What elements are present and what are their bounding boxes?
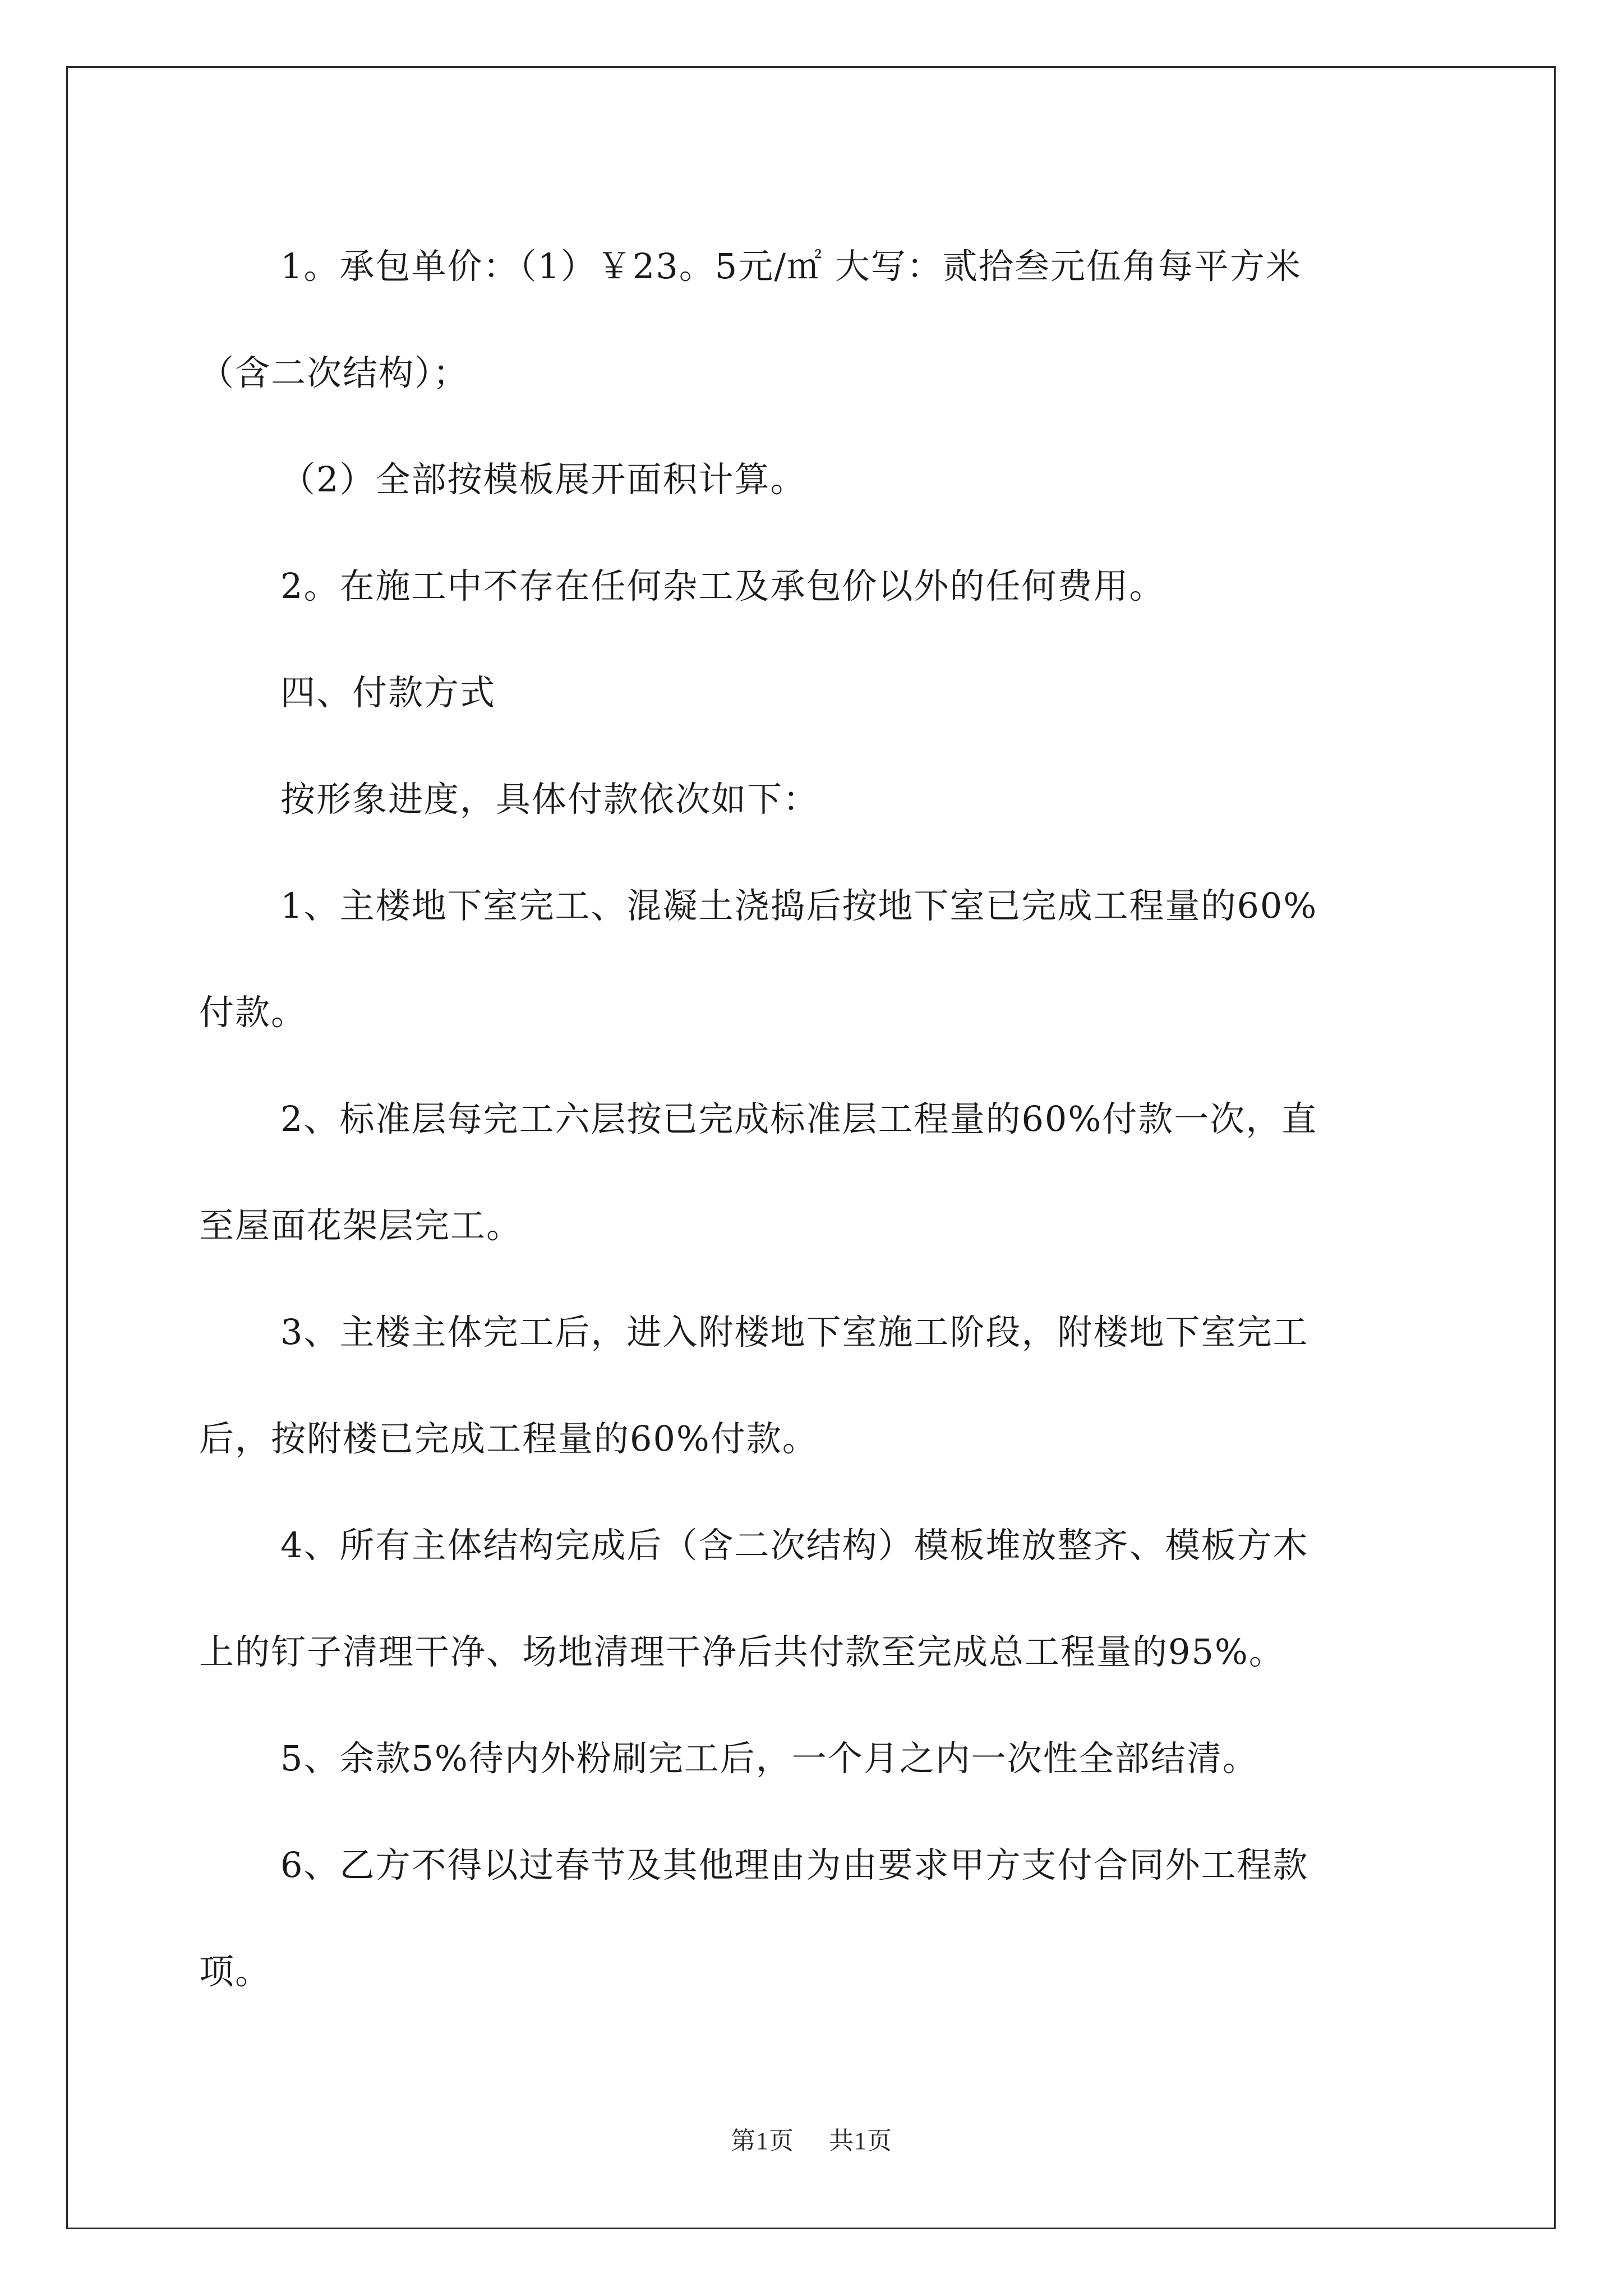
paragraph: 1。承包单价：（1）￥23。5元/㎡ 大写：贰拾叁元伍角每平方米 (280, 246, 1302, 287)
document-body (199, 213, 1455, 2025)
page-footer (0, 2120, 1623, 2156)
paragraph: （2）全部按模板展开面积计算。 (280, 459, 806, 500)
paragraph: 5、余款5%待内外粉刷完工后，一个月之内一次性全部结清。 (280, 1738, 1258, 1779)
paragraph: 3、主楼主体完工后，进入附楼地下室施工阶段，附楼地下室完工 (280, 1312, 1309, 1352)
paragraph-continuation: （含二次结构）； (199, 352, 469, 393)
paragraph: 4、所有主体结构完成后（含二次结构）模板堆放整齐、模板方木 (280, 1525, 1309, 1566)
paragraph: 2。在施工中不存在任何杂工及承包价以外的任何费用。 (280, 565, 1165, 606)
paragraph-continuation: 至屋面花架层完工。 (199, 1205, 523, 1246)
paragraph-continuation: 付款。 (199, 992, 307, 1033)
section-heading: 四、付款方式 (280, 672, 496, 713)
paragraph-continuation: 项。 (199, 1951, 271, 1992)
paragraph-continuation: 上的钉子清理干净、场地清理干净后共付款至完成总工程量的95%。 (199, 1631, 1285, 1672)
page-number: 第1页 (731, 2127, 794, 2155)
paragraph: 6、乙方不得以过春节及其他理由为由要求甲方支付合同外工程款 (280, 1844, 1309, 1885)
paragraph-continuation: 后，按附楼已完成工程量的60%付款。 (199, 1418, 818, 1459)
page-total: 共1页 (829, 2127, 892, 2155)
paragraph: 按形象进度，具体付款依次如下： (280, 779, 819, 820)
paragraph: 1、主楼地下室完工、混凝土浇捣后按地下室已完成工程量的60% (280, 885, 1318, 926)
paragraph: 2、标准层每完工六层按已完成标准层工程量的60%付款一次，直 (280, 1098, 1318, 1139)
